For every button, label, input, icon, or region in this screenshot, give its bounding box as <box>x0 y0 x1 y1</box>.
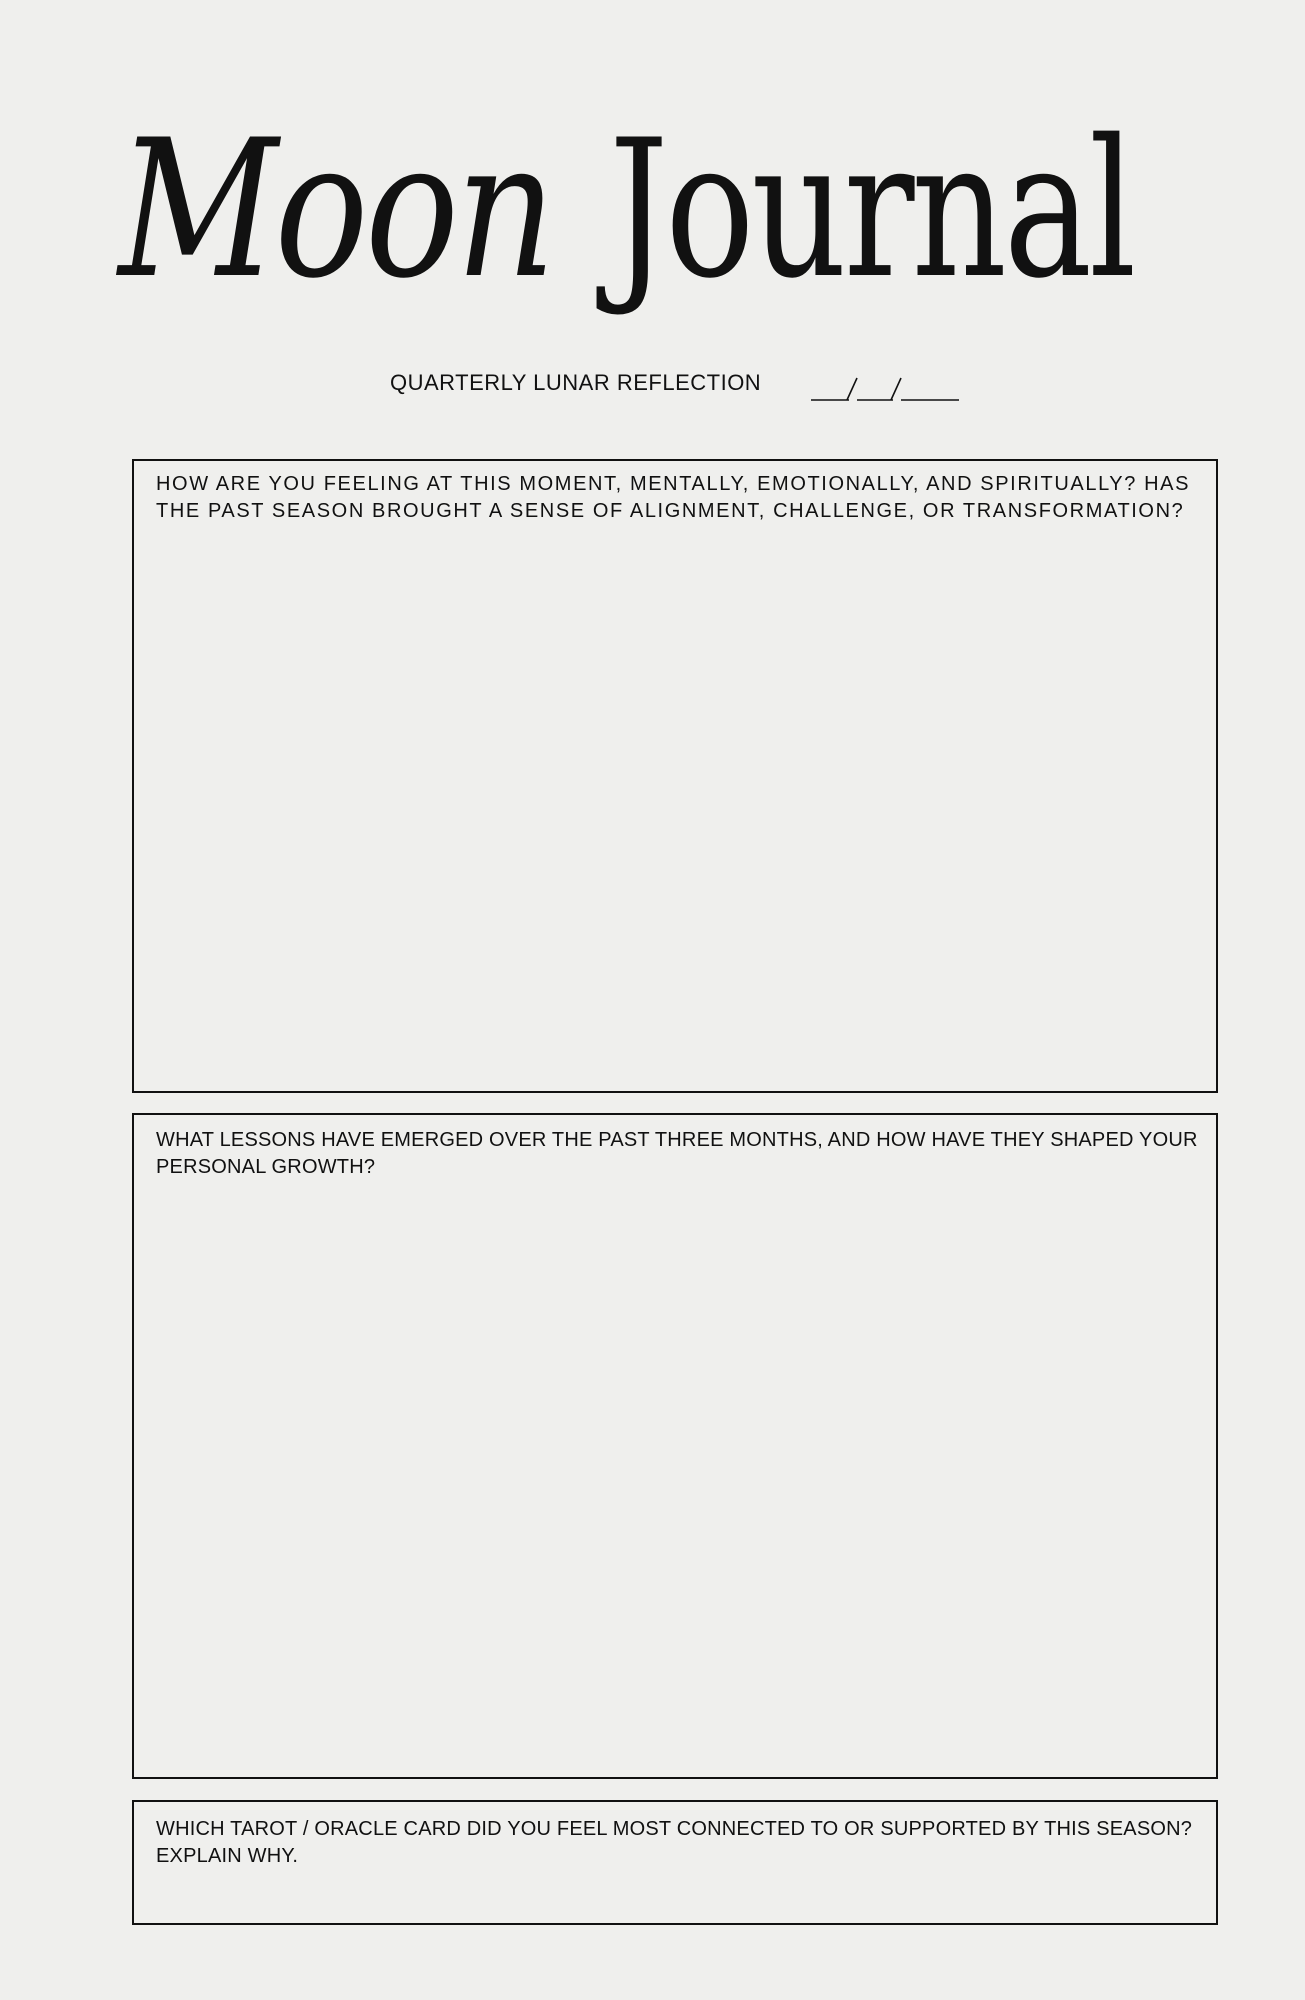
subtitle: QUARTERLY LUNAR REFLECTION <box>390 370 762 395</box>
title-word-journal: Journal <box>609 99 1134 320</box>
journal-entry-box-3[interactable] <box>132 1800 1218 1925</box>
journal-entry-box-2[interactable] <box>132 1113 1218 1779</box>
page-title <box>0 100 1305 320</box>
prompt-text: WHICH TAROT / ORACLE CARD DID YOU FEEL MOST CONNECTED TO OR SUPPORTED BY THIS SEASON? EXPLAIN WHY. <box>156 1818 1193 1867</box>
prompt-text: WHAT LESSONS HAVE EMERGED OVER THE PAST THREE MONTHS, AND HOW HAVE THEY SHAPED YOUR PERSONAL GROWTH? <box>156 1129 1198 1178</box>
prompt-text: HOW ARE YOU FEELING AT THIS MOMENT, MENTALLY, EMOTIONALLY, AND SPIRITUALLY? HAS THE PAST SEASON BROUGHT A SENSE OF ALIGNMENT, CHALLENGE, OR TRANSFORMATION? <box>156 473 1191 522</box>
date-field[interactable] <box>811 368 961 402</box>
subtitle-row <box>0 368 1305 408</box>
journal-entry-box-1[interactable] <box>132 459 1218 1093</box>
title-word-moon: Moon <box>118 99 554 320</box>
